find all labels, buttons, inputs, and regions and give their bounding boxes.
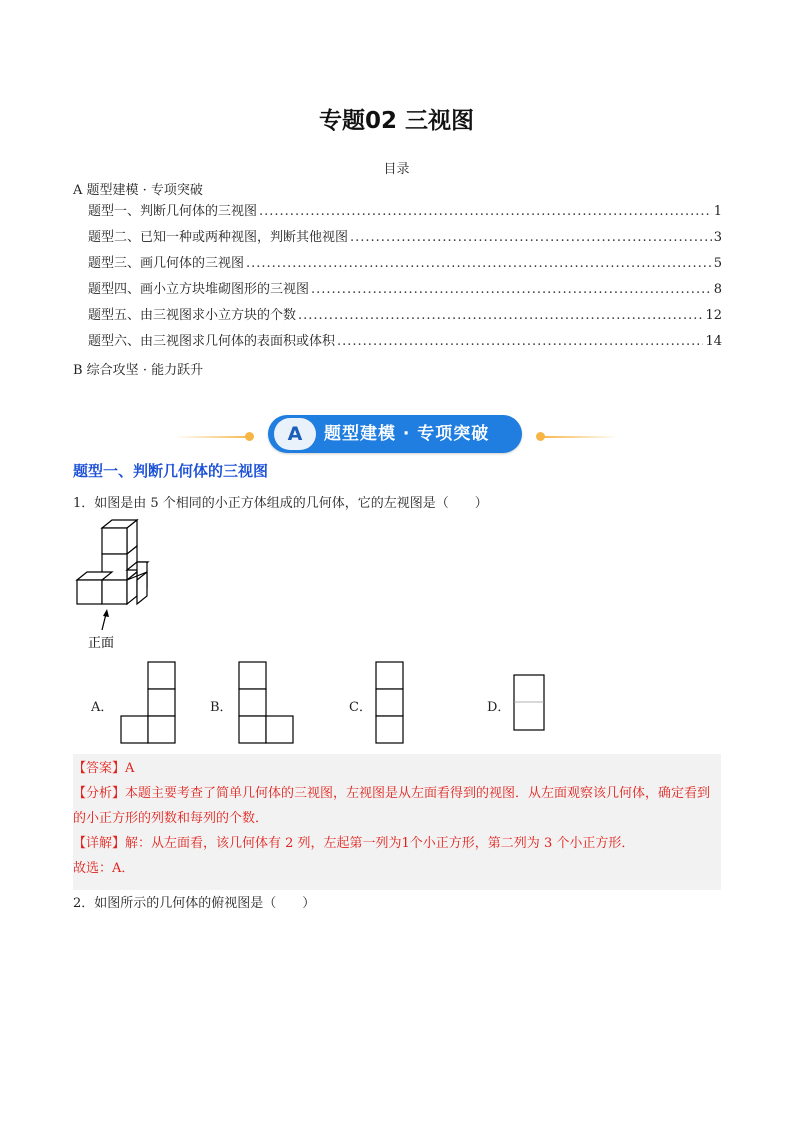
toc-leader-dots [337, 334, 703, 349]
toc-item-label: 题型六、由三视图求几何体的表面积或体积 [88, 334, 336, 349]
answer-box [73, 754, 721, 890]
page-title: 专题02 三视图 [318, 108, 474, 134]
toc-leader-dots [311, 282, 712, 297]
option-c-figure[interactable] [374, 661, 406, 745]
banner-text: 题型建模 · 专项突破 [324, 424, 490, 444]
banner-dot-left [245, 432, 254, 441]
cube-stack-figure [70, 518, 160, 653]
toc-item[interactable] [88, 252, 722, 271]
analysis-text: 【分析】本题主要考查了简单几何体的三视图，左视图是从左面看得到的视图．从左面观察该几何体，确定看到的小正方形的列数和每列的个数． [73, 786, 711, 826]
question-1: 1．如图是由 5 个相同的小正方体组成的几何体，它的左视图是（ ） [73, 496, 488, 511]
toc-item-page: 8 [713, 282, 722, 297]
option-a-figure[interactable] [119, 661, 177, 745]
banner-divider-right [540, 436, 618, 438]
option-c-label[interactable]: C． [349, 700, 372, 715]
toc-item[interactable] [88, 330, 722, 349]
choose-text: 故选：A． [73, 861, 135, 876]
toc-leader-dots [259, 204, 712, 219]
toc-item-page: 1 [713, 204, 722, 219]
toc-item-label: 题型五、由三视图求小立方块的个数 [88, 308, 297, 323]
option-a-label[interactable]: A． [91, 700, 114, 715]
section-heading: 题型一、判断几何体的三视图 [73, 462, 269, 480]
toc-item-label: 题型一、判断几何体的三视图 [88, 204, 258, 219]
option-b-figure[interactable] [237, 661, 295, 745]
banner-letter: A [274, 418, 316, 450]
toc-leader-dots [246, 256, 712, 271]
toc-leader-dots [350, 230, 712, 245]
toc-item[interactable] [88, 278, 722, 297]
toc-item-page: 3 [713, 230, 722, 245]
option-d-label[interactable]: D． [487, 700, 511, 715]
toc-item-label: 题型三、画几何体的三视图 [88, 256, 245, 271]
front-label: 正面 [88, 635, 115, 650]
option-d-figure[interactable] [513, 674, 546, 732]
toc-item-page: 5 [713, 256, 722, 271]
toc-section-b[interactable]: B 综合攻坚 · 能力跃升 [73, 363, 204, 378]
toc-leader-dots [298, 308, 703, 323]
toc-item[interactable] [88, 200, 722, 219]
detail-text: 【详解】解：从左面看，该几何体有 2 列，左起第一列为1个小正方形，第二列为 3 个小正方形． [73, 836, 635, 851]
toc-item-page: 12 [705, 308, 722, 323]
toc-section-a[interactable]: A 题型建模 · 专项突破 [73, 183, 203, 198]
toc-item-label: 题型二、已知一种或两种视图，判断其他视图 [88, 230, 349, 245]
toc-item[interactable] [88, 226, 722, 245]
answer-line: 【答案】A [73, 761, 135, 776]
toc-item-label: 题型四、画小立方块堆砌图形的三视图 [88, 282, 310, 297]
question-2: 2．如图所示的几何体的俯视图是（ ） [73, 896, 316, 911]
toc-item-page: 14 [705, 334, 722, 349]
toc-heading: 目录 [383, 162, 410, 177]
option-b-label[interactable]: B． [210, 700, 233, 715]
toc-item[interactable] [88, 304, 722, 323]
banner-divider-left [175, 436, 253, 438]
